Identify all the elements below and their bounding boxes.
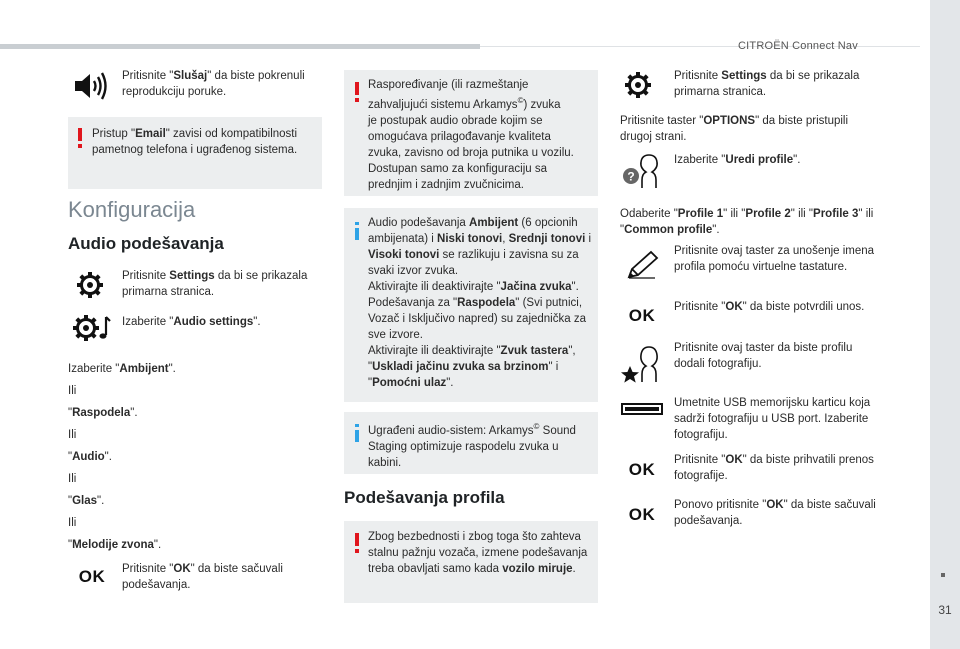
warning-mark-dot [78,144,82,148]
email-note: Pristup "Email" zavisi od kompatibilnosti pametnog telefona i ugrađenog sistema. [92,128,298,156]
ili-4: Ili [68,517,77,529]
ok-button-icon: OK [78,567,106,586]
page-number: 31 [938,603,952,617]
header-bar [0,44,480,49]
user-star-icon [620,344,664,384]
usb-instruction: Umetnite USB memorijsku karticu koja sadrži fotografiju u USB port. Izaberite fotografiju. [674,397,871,441]
glas-line: "Glas". [68,495,105,507]
warning-mark [78,128,82,141]
user-question-icon [620,154,662,190]
info-mark [355,430,359,442]
raspodela-line: "Raspodela". [68,407,138,419]
uredi-instruction: Izaberite "Uredi profile". [674,154,801,166]
section-title-profila: Podešavanja profila [344,488,505,507]
keyboard-instruction: Pritisnite ovaj taster za unošenje imena profila pomoću virtuelne tastature. [674,245,875,273]
audio-line: "Audio". [68,451,112,463]
page-dot [941,573,945,577]
ok-button-icon: OK [628,505,656,524]
warning-mark-dot [355,98,359,102]
info-mark [355,228,359,240]
profile-instruction: Odaberite "Profile 1" ili "Profile 2" ili "Profile 3" ili "Common profile". [620,208,874,236]
page-side-strip [930,0,960,649]
gear-icon [74,268,106,302]
gear-icon [622,68,654,102]
settings-instruction: Pritisnite Settings da bi se prikazala primarna stranica. [122,270,308,298]
ili-2: Ili [68,429,77,441]
info-mark-top [355,222,359,225]
audio-info-note: Audio podešavanja Ambijent (6 opcionih ambijenata) i Niski tonovi, Srednji tonovi i Visoki tonovi se razlikuju i zavisna su za svaki izvor zvuka. Aktivirajte ili deaktivirajte "Jačina zvuka". Podešavanja za "Raspodela" (Svi putnici, Vozač i Isključivo napred) su zajednička za sve izvore. Aktivirajte ili deaktivirajte "Zvuk tastera", "Uskladi jačinu zvuka sa brzinom" i "Pomoćni ulaz". [368,217,592,389]
manual-title: CITROËN Connect Nav [738,40,858,52]
warning-mark [355,82,359,95]
ili-3: Ili [68,473,77,485]
ok-confirm-instruction: Pritisnite "OK" da biste potvrdili unos. [674,301,865,313]
options-instruction: Pritisnite taster "OPTIONS" da biste pristupili drugoj strani. [620,115,849,143]
ok-save-again-instruction: Ponovo pritisnite "OK" da biste sačuvali podešavanja. [674,499,876,527]
speaker-icon [70,68,110,104]
section-title-konfiguracija: Konfiguracija [68,197,196,222]
ok-transfer-instruction: Pritisnite "OK" da biste prihvatili prenos fotografije. [674,454,874,482]
ok-button-icon: OK [628,460,656,479]
photo-instruction: Pritisnite ovaj taster da biste profilu dodali fotografiju. [674,342,853,370]
right-settings-instruction: Pritisnite Settings da bi se prikazala primarna stranica. [674,70,860,98]
pencil-icon [622,248,662,282]
ok-save-instruction: Pritisnite "OK" da biste sačuvali podešavanja. [122,563,283,591]
arkamys-note: Ugrađeni audio-sistem: Arkamys© Sound Staging optimizuje raspodelu zvuka u kabini. [368,422,576,469]
melodije-line: "Melodije zvona". [68,539,162,551]
ok-button-icon: OK [628,306,656,325]
audio-settings-instruction: Izaberite "Audio settings". [122,316,261,328]
warning-mark [355,533,359,546]
usb-slot-icon [620,402,664,416]
ili-1: Ili [68,385,77,397]
slusaj-instruction: Pritisnite "Slušaj" da biste pokrenuli reprodukciju poruke. [122,70,305,98]
subsection-title-audio: Audio podešavanja [68,234,224,253]
safety-note: Zbog bezbednosti i zbog toga što zahteva stalnu pažnju vozača, izmene podešavanja treba obavljati samo kada vozilo miruje. [368,531,588,575]
raspodela-note: Raspoređivanje (ili razmeštanje zahvaljujući sistemu Arkamys©) zvuka je postupak audio obrade kojim se omogućava prilagođavanje kvaliteta zvuka, zavisno od broja putnika u vozilu. Dostupan samo za konfiguraciju sa prednjim i zadnjim zvučnicima. [368,79,574,191]
warning-mark-dot [355,549,359,553]
ambijent-line: Izaberite "Ambijent". [68,363,176,375]
info-mark-top [355,424,359,427]
svg-text:?: ? [627,169,635,184]
audio-gear-icon [72,310,112,346]
